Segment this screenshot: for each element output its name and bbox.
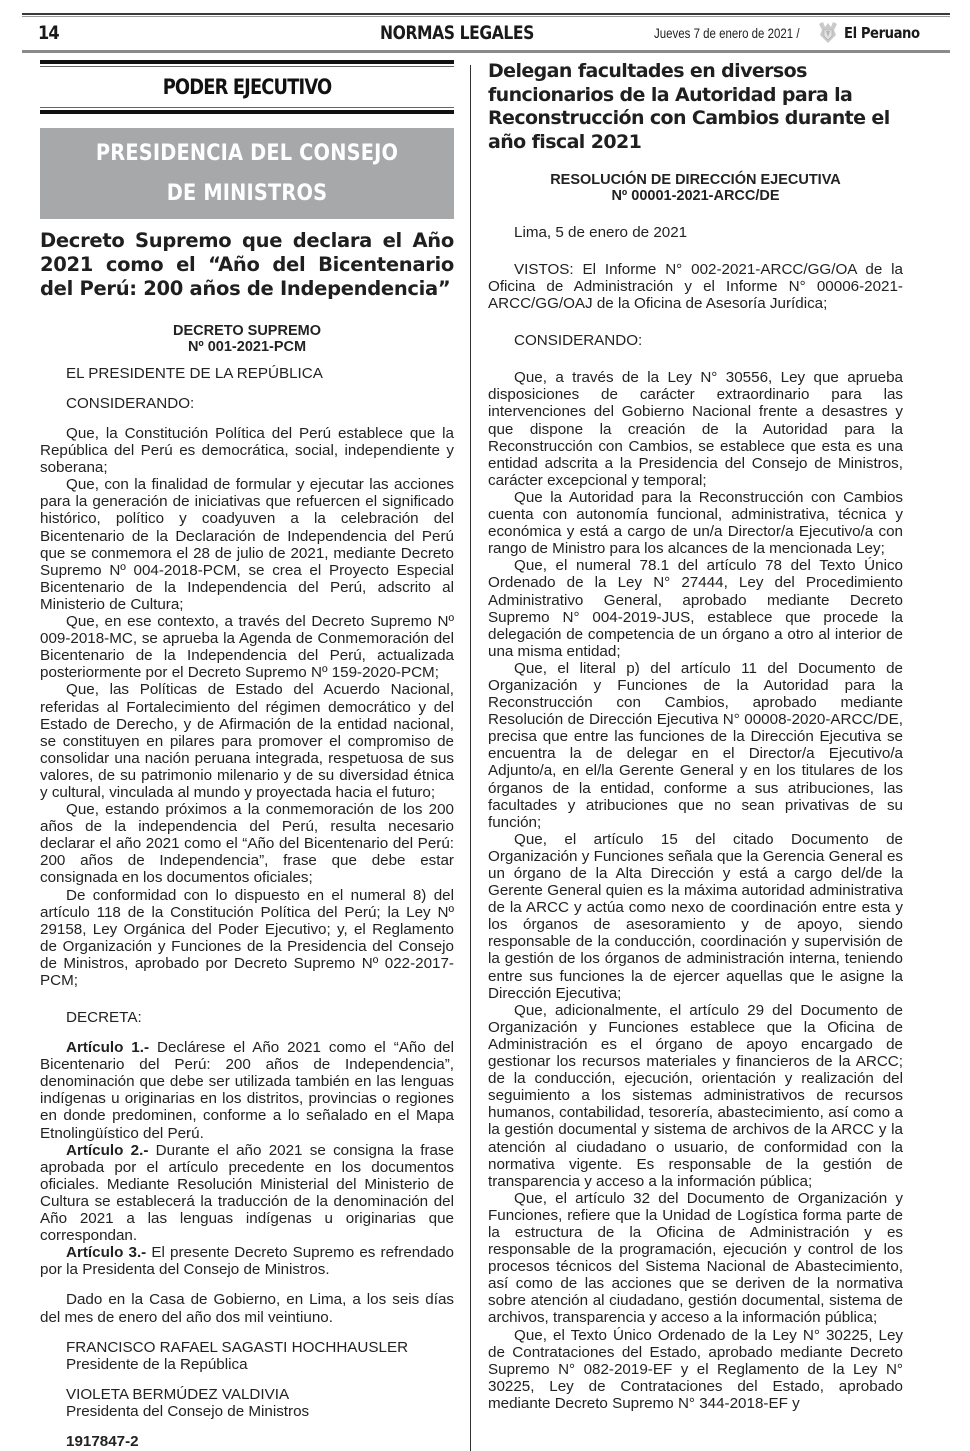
newspaper-brand: El Peruano bbox=[844, 24, 920, 42]
place-date: Lima, 5 de enero de 2021 bbox=[514, 224, 688, 241]
issuer: EL PRESIDENTE DE LA REPÚBLICA bbox=[66, 365, 323, 382]
article-1 bbox=[40, 1039, 454, 1142]
considerando-paragraph: Que, el literal p) del artículo 11 del Documento de Organización y Funciones de la Autoridad para la Reconstrucción con Cambios, aprobado mediante Resolución de Dirección Ejecutiva N° 00008-2020-ARCC/DE, precisa que entre las funciones de la Dirección Ejecutiva se encuentra la de delegar en el Director/a Ejecutivo/a Adjunto/a, en el/la Gerente General y en los titulares de los órganos de la entidad, conforme a sus atribuciones, las facultades y atribuciones que no sean privativas de su función; bbox=[488, 659, 903, 831]
right-column bbox=[488, 60, 903, 1412]
signatory bbox=[40, 1339, 454, 1373]
considerando-paragraph: Que, a través de la Ley N° 30556, Ley que aprueba disposiciones de carácter extraordinario para las intervenciones del Gobierno Nacional frente a desastres y que dispone la creación de la Autoridad para la Reconstrucción con Cambios, se establece que esta es una entidad adscrita a la Presidencia del Consejo de Ministros, carácter excepcional y temporal; bbox=[488, 369, 903, 489]
resolution-type: RESOLUCIÓN DE DIRECCIÓN EJECUTIVA bbox=[550, 172, 841, 188]
organization-line-1: PRESIDENCIA DEL CONSEJO bbox=[95, 141, 399, 166]
signatory-name: VIOLETA BERMÚDEZ VALDIVIA bbox=[66, 1385, 290, 1403]
decree-title: Decreto Supremo que declara el Año 2021 como el “Año del Bicentenario del Perú: 200 años de Independencia” bbox=[40, 229, 454, 300]
article-label: Artículo 2.- bbox=[66, 1141, 149, 1159]
considerando-paragraph: De conformidad con lo dispuesto en el numeral 8) del artículo 118 de la Constitución Política del Perú; la Ley Nº 29158, Ley Orgánica del Poder Ejecutivo; y, el Reglamento de Organización y Funciones de la Presidencia del Consejo de Ministros, aprobado por Decreto Supremo Nº 022-2017-PCM; bbox=[40, 886, 454, 989]
resolution-number: Nº 00001-2021-ARCC/DE bbox=[611, 188, 780, 204]
publication-date: Jueves 7 de enero de 2021 / bbox=[654, 25, 800, 41]
article-label: Artículo 3.- bbox=[66, 1244, 147, 1262]
considerando-paragraph: Que, en ese contexto, a través del Decreto Supremo Nº 009-2018-MC, se aprueba la Agenda de Conmemoración del Bicentenario de la Independencia del Perú, actualizada posteriormente por el Decreto Supremo Nº 159-2020-PCM; bbox=[40, 613, 454, 682]
decree-type: DECRETO SUPREMO bbox=[173, 323, 321, 339]
decreta-label: DECRETA: bbox=[66, 1009, 142, 1027]
closing-paragraph: Dado en la Casa de Gobierno, en Lima, a los seis días del mes de enero del año dos mil veintiuno. bbox=[40, 1291, 454, 1326]
article-text: Durante el año 2021 se consigna la frase aprobada por el artículo precedente en los documentos oficiales. Mediante Resolución Ministerial del Ministerio de Cultura se establecerá la traducción de la denominación del Año 2021 a las lenguas indígenas u originarias que correspondan. bbox=[40, 1141, 455, 1245]
section-rule-top bbox=[40, 60, 454, 64]
resolution-title: Delegan facultades en diversos funcionarios de la Autoridad para la Reconstrucción con Cambios durante el año fiscal 2021 bbox=[488, 60, 890, 153]
reference-code: 1917847-2 bbox=[66, 1432, 139, 1450]
page-number: 14 bbox=[38, 22, 59, 44]
left-column bbox=[40, 60, 454, 1450]
considerando-label: CONSIDERANDO: bbox=[514, 332, 643, 350]
decree-number: Nº 001-2021-PCM bbox=[187, 339, 307, 355]
page-header bbox=[22, 19, 950, 49]
considerando-paragraph: Que, el numeral 78.1 del artículo 78 del Texto Único Ordenado de la Ley N° 27444, Ley del Procedimiento Administrativo General, aprobado mediante Decreto Supremo N° 004-2019-JUS, establece que procede la delegación de competencia de un órgano a otro al interior de una misma entidad; bbox=[488, 557, 903, 660]
article-text: El presente Decreto Supremo es refrendado por la Presidenta del Consejo de Ministros. bbox=[40, 1244, 454, 1279]
header-bottom-rule bbox=[22, 50, 950, 53]
header-top-rule-thin bbox=[22, 16, 950, 17]
considerando-paragraph: Que, con la finalidad de formular y ejecutar las acciones para la generación de iniciativas que refuercen el significado histórico, político y coadyuven a la celebración del Bicentenario de la Declaración de Independencia del Perú que se conmemora el 28 de julio de 2021, mediante Decreto Supremo Nº 004-2018-PCM, se crea el Proyecto Especial Bicentenario de la Independencia del Perú, adscrito al Ministerio de Cultura; bbox=[40, 476, 454, 613]
section-rule-bottom-thin bbox=[40, 107, 454, 108]
article-2 bbox=[40, 1142, 454, 1245]
article-text: Declárese el Año 2021 como el “Año del Bicentenario del Perú: 200 años de Independencia”, denominación que debe ser utilizada también en las lenguas indígenas u originarias en los distritos, provincias o regiones en donde predominen, conforme a lo señalado en el Mapa Etnolingüístico del Perú. bbox=[40, 1039, 454, 1142]
considerando-paragraph: Que, estando próximos a la conmemoración de los 200 años de la independencia del Perú, resulta necesario declarar el año 2021 como el “Año del Bicentenario del Perú: 200 años de Independencia”, frase que debe estar consignada en los documentos oficiales; bbox=[40, 801, 454, 887]
considerando-paragraph: Que, el artículo 32 del Documento de Organización y Funciones, refiere que la Unidad de Logística forma parte de la estructura de la Oficina de Administración y es responsable de la programación, ejecución y control de los procesos técnicos del Sistema Nacional de Abastecimiento, así como de las acciones que se deriven de la normativa sobre atención al ciudadano, gestión documental, sistema de archivos, transparencia y acceso a la información pública; bbox=[488, 1189, 903, 1327]
organization-banner bbox=[40, 128, 454, 219]
section-name: NORMAS LEGALES bbox=[380, 22, 534, 44]
coat-of-arms-icon bbox=[817, 21, 839, 45]
signatory bbox=[40, 1386, 454, 1420]
header-top-rule bbox=[22, 13, 950, 15]
considerando-paragraph: Que la Autoridad para la Reconstrucción con Cambios cuenta con autonomía funcional, administrativa, técnica y económica y está a cargo de un/a Director/a Ejecutivo/a con rango de Ministro para los alcances de la mencionada Ley; bbox=[488, 488, 903, 558]
column-divider bbox=[470, 65, 471, 1451]
signatory-name: FRANCISCO RAFAEL SAGASTI HOCHHAUSLER bbox=[66, 1338, 409, 1356]
section-rule-bottom bbox=[40, 110, 454, 114]
considerando-paragraph: Que, adicionalmente, el artículo 29 del Documento de Organización y Funciones establece que la Oficina de Administración es el órgano de apoyo encargado de gestionar los recursos materiales y financieros de la ARCC; de la conducción, ejecución, orientación y realización del seguimiento a los sistemas administrativos de recursos humanos, contabilidad, tesorería, abastecimiento, así como a la gestión documental y sistema de archivos de la ARCC y la atención al ciudadano o usuario, de conformidad con la normativa vigente. Es responsable de la gestión de transparencia y acceso a la información pública; bbox=[488, 1001, 903, 1190]
considerando-paragraph: Que, el artículo 15 del citado Documento de Organización y Funciones señala que la Gerencia General es un órgano de la Alta Dirección y está a cargo del/de la Gerente General quien es la máxima autoridad administrativa de la ARCC y actúa como nexo de coordinación entre esta y los órganos de asesoramiento y de apoyo, siendo responsable de la conducción, coordinación y supervisión de la gestión de los órganos de administración interna, teniendo entre sus funciones la de ejercer aquellas que le asigne la Dirección Ejecutiva; bbox=[488, 830, 903, 1002]
branch-title: PODER EJECUTIVO bbox=[162, 75, 332, 99]
signatory-role: Presidente de la República bbox=[66, 1355, 248, 1373]
considerando-paragraph: Que, las Políticas de Estado del Acuerdo Nacional, referidas al Fortalecimiento del régimen democrático y del Estado de Derecho, y de Afirmación de la entidad nacional, se constituyen en pilares para promover el compromiso de consolidar una nación peruana integrada, respetuosa de sus valores, de su patrimonio milenario y de su diversidad étnica y cultural, vinculada al mundo y proyectada hacia el futuro; bbox=[40, 681, 454, 801]
considerando-label: CONSIDERANDO: bbox=[66, 395, 195, 412]
considerando-paragraph: Que, la Constitución Política del Perú establece que la República del Perú es democrática, social, independiente y soberana; bbox=[40, 425, 454, 477]
vistos-paragraph: VISTOS: El Informe N° 002-2021-ARCC/GG/OA de la Oficina de Administración y el Informe N° 00006-2021-ARCC/GG/OAJ de la Oficina de Asesoría Jurídica; bbox=[488, 261, 903, 313]
signatory-role: Presidenta del Consejo de Ministros bbox=[66, 1402, 310, 1420]
article-label: Artículo 1.- bbox=[66, 1039, 150, 1057]
article-3 bbox=[40, 1244, 454, 1278]
considerando-paragraph: Que, el Texto Único Ordenado de la Ley N° 30225, Ley de Contrataciones del Estado, aprobado mediante Decreto Supremo N° 082-2019-EF y el Reglamento de la Ley N° 30225, Ley de Contrataciones del Estado, aprobado mediante Decreto Supremo N° 344-2018-EF y bbox=[488, 1326, 903, 1412]
decree-code bbox=[40, 323, 454, 355]
organization-line-2: DE MINISTROS bbox=[166, 181, 328, 206]
resolution-code bbox=[488, 172, 903, 204]
